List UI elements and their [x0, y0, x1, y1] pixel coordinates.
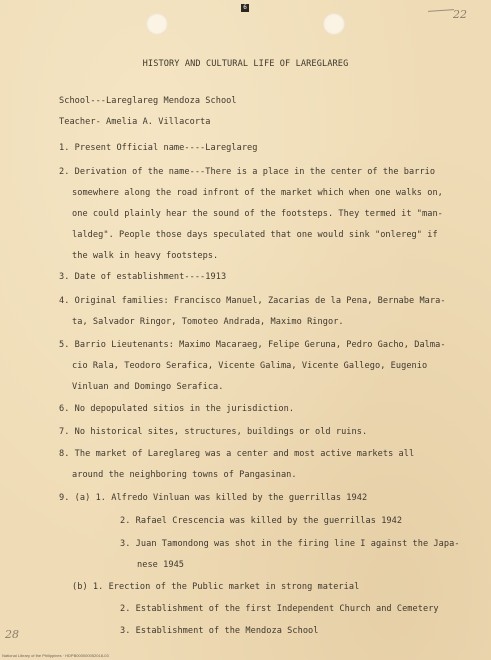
- body-line: the walk in heavy footsteps.: [72, 251, 219, 261]
- page-stamp: 6: [241, 4, 249, 12]
- page-number-stroke: [428, 9, 454, 12]
- body-line: Vinluan and Domingo Serafica.: [72, 382, 224, 392]
- body-line: 5. Barrio Lieutenants: Maximo Macaraeg, Felipe Geruna, Pedro Gacho, Dalma-: [59, 340, 446, 350]
- page-number: 22: [453, 8, 467, 21]
- school-line: School---Lareglareg Mendoza School: [59, 96, 237, 106]
- body-line: laldeg". People those days speculated that one would sink "onlereg" if: [72, 230, 438, 240]
- archive-footer: National Library of the Philippines · HDPB000000052018-03: [2, 653, 109, 658]
- body-line: nese 1945: [137, 560, 185, 570]
- body-line: cio Rala, Teodoro Serafica, Vicente Galima, Vicente Gallego, Eugenio: [72, 361, 428, 371]
- body-line: 2. Derivation of the name---There is a place in the center of the barrio: [59, 167, 436, 177]
- body-line: 8. The market of Lareglareg was a center and most active markets all: [59, 449, 415, 459]
- punch-hole: [323, 13, 345, 35]
- body-line: 3. Date of establishment----1913: [59, 272, 227, 282]
- body-line: 4. Original families: Francisco Manuel, Zacarias de la Pena, Bernabe Mara-: [59, 296, 446, 306]
- punch-hole: [146, 13, 168, 35]
- body-line: ta, Salvador Ringor, Tomoteo Andrada, Maximo Ringor.: [72, 317, 344, 327]
- teacher-line: Teacher- Amelia A. Villacorta: [59, 117, 211, 127]
- body-line: around the neighboring towns of Pangasinan.: [72, 470, 297, 480]
- margin-note: 28: [5, 628, 19, 641]
- body-line: 2. Rafael Crescencia was killed by the guerrillas 1942: [120, 516, 403, 526]
- body-line: 2. Establishment of the first Independent Church and Cemetery: [120, 604, 439, 614]
- body-line: 3. Juan Tamondong was shot in the firing line I against the Japa-: [120, 539, 460, 549]
- body-line: 9. (a) 1. Alfredo Vinluan was killed by the guerrillas 1942: [59, 493, 368, 503]
- body-line: 7. No historical sites, structures, buildings or old ruins.: [59, 427, 368, 437]
- body-line: 1. Present Official name----Lareglareg: [59, 143, 258, 153]
- body-line: 6. No depopulated sitios in the jurisdiction.: [59, 404, 295, 414]
- body-line: somewhere along the road infront of the market which when one walks on,: [72, 188, 443, 198]
- body-line: 3. Establishment of the Mendoza School: [120, 626, 319, 636]
- document-title: HISTORY AND CULTURAL LIFE OF LAREGLAREG: [142, 59, 349, 69]
- body-line: one could plainly hear the sound of the footsteps. They termed it "man-: [72, 209, 443, 219]
- body-line: (b) 1. Erection of the Public market in strong material: [72, 582, 360, 592]
